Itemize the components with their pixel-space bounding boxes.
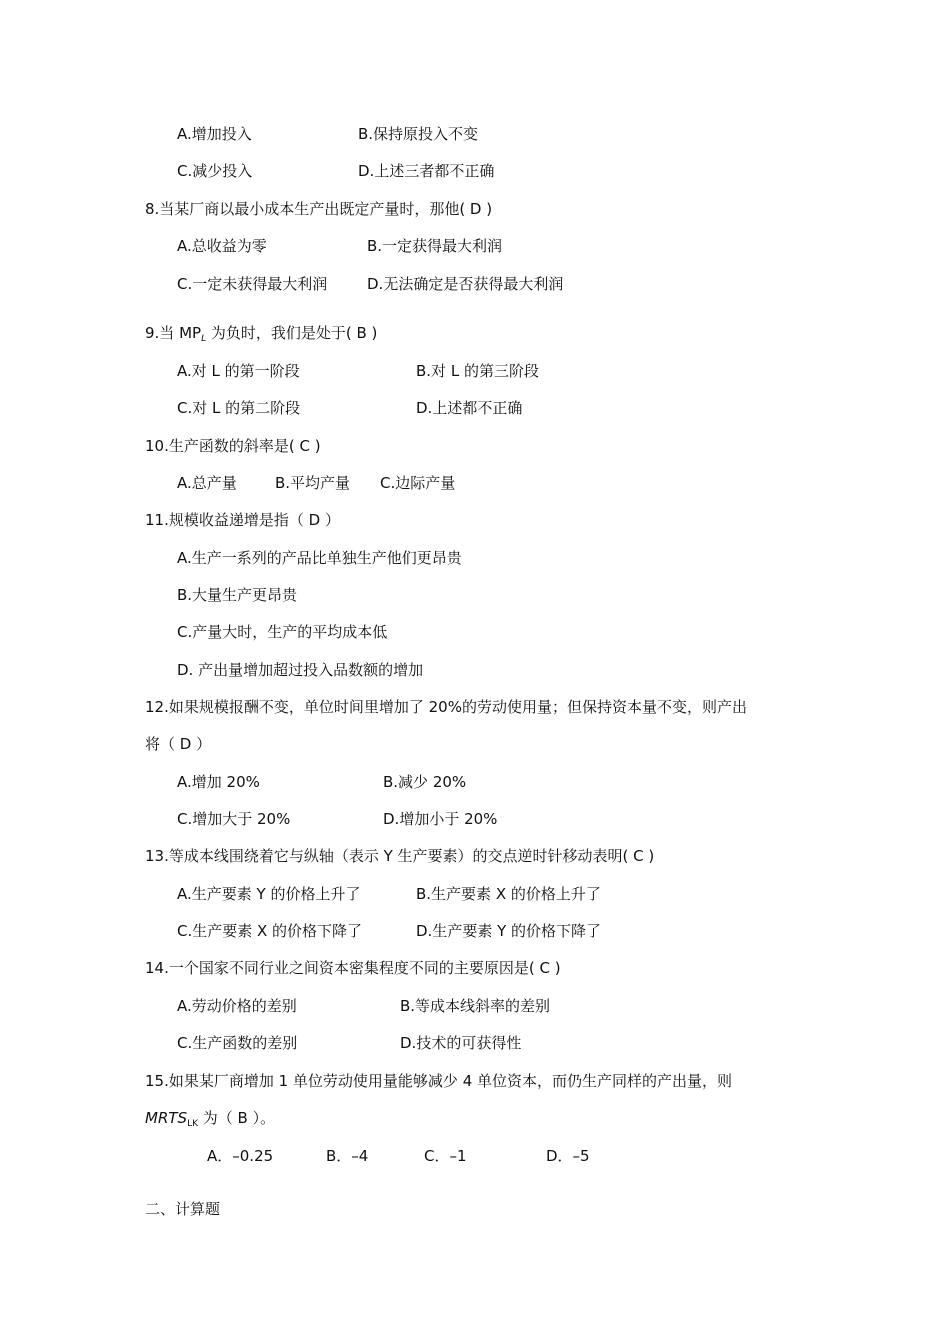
option-b: B.等成本线斜率的差别: [400, 997, 551, 1015]
option-c: C.生产要素 X 的价格下降了: [177, 922, 363, 940]
stem-text: 为（ B ）。: [197, 1109, 276, 1127]
option-b: B.对 L 的第三阶段: [416, 362, 539, 380]
option-b: B.保持原投入不变: [358, 125, 479, 143]
option-a: A.生产要素 Y 的价格上升了: [177, 885, 361, 903]
option-b: B.减少 20%: [383, 773, 467, 791]
option-d: D．–5: [546, 1147, 590, 1165]
option-a: A.劳动价格的差别: [177, 997, 297, 1015]
option-d: D. 产出量增加超过投入品数额的增加: [177, 661, 424, 679]
question-stem: 14.一个国家不同行业之间资本密集程度不同的主要原因是( C ): [145, 959, 561, 977]
option-c: C.减少投入: [177, 162, 253, 180]
option-d: D.增加小于 20%: [383, 810, 498, 828]
option-a: A．–0.25: [207, 1147, 274, 1165]
option-a: A.总收益为零: [177, 237, 267, 255]
stem-text: 为负时，我们是处于( B ): [206, 324, 378, 342]
question-stem: 12.如果规模报酬不变，单位时间里增加了 20%的劳动使用量；但保持资本量不变，则产出: [145, 698, 747, 716]
option-a: A.总产量: [177, 474, 237, 492]
option-c: C.一定未获得最大利润: [177, 275, 328, 293]
option-d: D.上述都不正确: [416, 399, 523, 417]
question-stem: 10.生产函数的斜率是( C ): [145, 437, 321, 455]
option-d: D.技术的可获得性: [400, 1034, 522, 1052]
option-b: B.大量生产更昂贵: [177, 586, 298, 604]
option-b: B.生产要素 X 的价格上升了: [416, 885, 601, 903]
option-b: B．–4: [326, 1147, 369, 1165]
option-a: A.增加 20%: [177, 773, 260, 791]
option-c: C．–1: [424, 1147, 467, 1165]
mrts-symbol: MRTS: [145, 1109, 188, 1127]
option-c: C.生产函数的差别: [177, 1034, 298, 1052]
question-stem: 11.规模收益递增是指（ D ）: [145, 511, 340, 529]
option-c: C.产量大时，生产的平均成本低: [177, 623, 388, 641]
option-d: D.无法确定是否获得最大利润: [367, 275, 564, 293]
option-c: C.对 L 的第二阶段: [177, 399, 301, 417]
option-a: A.对 L 的第一阶段: [177, 362, 300, 380]
question-stem: 13.等成本线围绕着它与纵轴（表示 Y 生产要素）的交点逆时针移动表明( C ): [145, 847, 655, 865]
option-d: D.生产要素 Y 的价格下降了: [416, 922, 602, 940]
option-a: A.增加投入: [177, 125, 252, 143]
question-stem: 15.如果某厂商增加 1 单位劳动使用量能够减少 4 单位资本，而仍生产同样的产出量，则: [145, 1072, 733, 1090]
option-b: B.平均产量: [275, 474, 351, 492]
question-stem-continued: [145, 1108, 275, 1134]
option-c: C.增加大于 20%: [177, 810, 291, 828]
option-b: B.一定获得最大利润: [367, 237, 503, 255]
option-a: A.生产一系列的产品比单独生产他们更昂贵: [177, 549, 462, 567]
stem-text: 9.当 MP: [145, 324, 202, 342]
subscript: LK: [187, 1119, 198, 1129]
question-stem: [145, 323, 377, 349]
subscript: L: [201, 334, 207, 344]
question-stem-continued: 将（ D ）: [145, 735, 212, 753]
option-c: C.边际产量: [380, 474, 456, 492]
question-stem: 8.当某厂商以最小成本生产出既定产量时，那他( D ): [145, 200, 493, 218]
section-heading: 二、计算题: [145, 1200, 221, 1218]
option-d: D.上述三者都不正确: [358, 162, 495, 180]
